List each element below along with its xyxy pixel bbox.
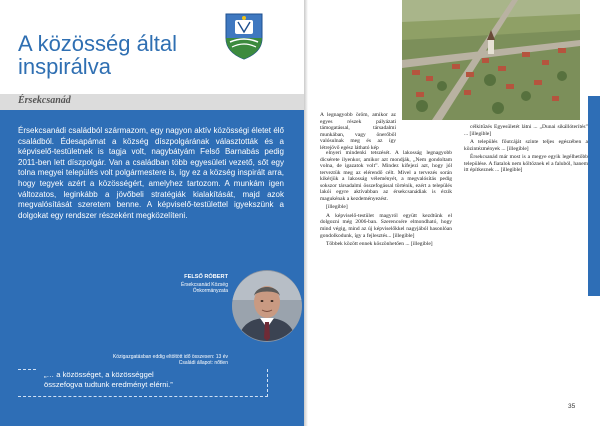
article-lead: A legnagyobb öröm, amikor az egyes részek pályázati támogatással, társadalmi munkában, vagy önerőből valósulnak meg és az így létrejövő egész látható kép <box>320 112 396 151</box>
person-role-line-1: Érsekcsanád Község <box>181 282 228 288</box>
portrait-photo <box>232 270 302 342</box>
caption <box>42 354 228 367</box>
headline-line-1: A közösség által <box>18 31 177 56</box>
person-role-line-2: Önkormányzata <box>192 288 228 295</box>
article-paragraph: A képviselő-testület magyról együtt kezdtünk el dolgozni még 2006-ban. Szerencsére elmondható, hogy mind végig, mind az új képviselőkkel nagyjából hasonlóan gondolkodunk, így a fejlesztés... [illegible] <box>320 212 452 239</box>
headline-line-2: inspirálva <box>18 54 111 79</box>
article-paragraph: célkitűzés Egyesületét látni ... „Dunai sikállóterítés” ... [illegible] <box>464 124 588 137</box>
person-role <box>140 282 228 294</box>
pull-quote <box>44 370 240 389</box>
article-paragraph: elnyeri mindenki tetszését. A lakosság legnagyobb dicsérete ilyenkor, amikor azt mondják, „Nem gondoltam volna, de igazatok volt”. Mindez kifejezi azt, hogy jól terveztük meg az elérendő célt. Mivel a tervezés során kikérjük a lakosság véleményét, a megvalósítás pedig sokszor társadalmi összefogással történik, ezért a település lakói egyre aktívabban az érsekcsanádiak is érzik magukénak a kezdeményezést. <box>320 150 452 202</box>
caption-line-2: Családi állapot: nőtlen <box>178 360 228 367</box>
page-number: 35 <box>568 403 576 410</box>
quote-line <box>18 369 36 370</box>
article-column-1 <box>320 150 452 250</box>
coat-of-arms-icon <box>224 12 264 60</box>
article-column-2 <box>464 124 588 176</box>
article-paragraph: Többek között ennek köszönhetően ... [illegible] <box>326 241 433 248</box>
pull-quote-line-1: „… a közösséget, a közösséggel <box>44 370 154 379</box>
page-gutter <box>304 0 308 426</box>
pull-quote-line-2: összefogva tudtunk eredményt elérni.” <box>44 379 173 389</box>
headline <box>18 32 228 78</box>
section-label: Érsekcsanád <box>18 95 71 106</box>
intro-paragraph: Érsekcsanádi családból származom, egy nagyon aktív közösségi életet élő családból. Édesapámat a község díszpolgárának választották és a képviselő-testületnek is tagja volt, nagybátyám Felső Barnabás pedig 2011-ben lett díszpolgár. Van a családban több egyesületi vezető, sőt egy tolna megyei település volt polgármestere is, így ez a község inspirált arra, hogy tegyek azért a közösségért, amelyhez tartozom. A munkám igen változatos, leginkább a jövőbeli stratégiák kialakítását, majd azok megvalósítását szeretem benne. A képviselő-testülettel igyekszünk a dolgokat egy rendszer részeként megközelíteni. <box>18 126 284 220</box>
article-paragraph: A település főutcáját szinte teljes egészében a közintézmények ... [illegible] <box>464 139 588 152</box>
article-paragraph: [illegible] <box>326 204 348 211</box>
aerial-village-photo <box>402 0 580 120</box>
blue-edge-strip <box>588 96 600 296</box>
person-name: FELSŐ RÓBERT <box>184 274 228 280</box>
caption-line-1: Közigazgatásban eddig eltöltött idő összesen: 13 év <box>112 354 228 360</box>
article-paragraph: Érsekcsanád már most is a megye egyik legélhetőbb települése. A fiatalok nem költöznek el a faluból, hanem itt építkeznek ... [illegible] <box>464 154 588 174</box>
